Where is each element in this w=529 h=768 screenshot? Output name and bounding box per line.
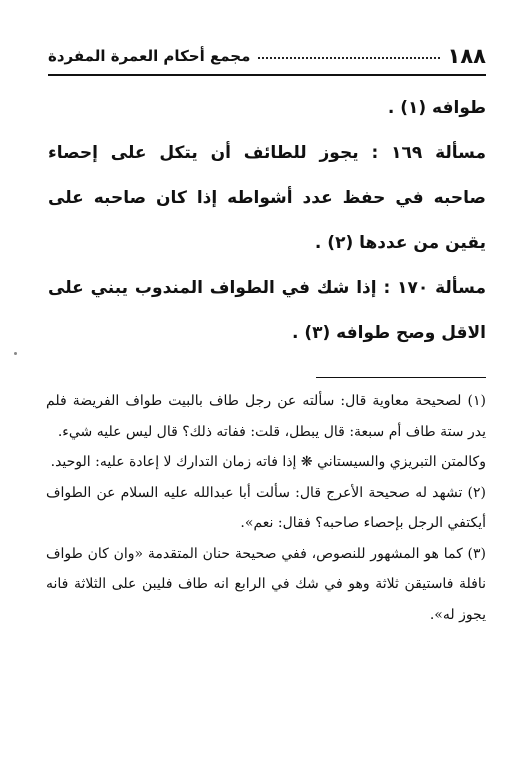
footnote-1-note: وكالمتن التبريزي والسيستاني ❋ إذا فاته زمان التدارك لا إعادة عليه: الوحيد. (50, 454, 486, 470)
footnote-2: (٢) تشهد له صحيحة الأعرج قال: سألت أبا عبدالله عليه السلام عن الطواف أيكتفي الرجل بإحصاء صاحبه؟ فقال: نعم». (46, 484, 486, 531)
margin-speck (14, 352, 17, 355)
footnote-separator (316, 377, 486, 378)
footnotes (46, 386, 486, 630)
header-rule (48, 74, 486, 76)
footnote-3: (٣) كما هو المشهور للنصوص، ففي صحيحة حنان المتقدمة «وان كان طواف نافلة فاستيقن ثلاثة وهو في شك في الرابع انه طاف فليبن على الثلاثة فانه يجوز له». (46, 545, 486, 623)
main-line-1: طوافه (١) . (387, 98, 486, 118)
page-number: ١٨٨ (447, 44, 486, 68)
main-text (48, 86, 486, 356)
running-header (48, 42, 486, 70)
footnote-1: (١) لصحيحة معاوية قال: سألته عن رجل طاف بالبيت طواف الفريضة فلم يدر ستة طاف أم سبعة: قال يبطل، قلت: ففاته ذلك؟ قال ليس عليه شيء. (46, 393, 486, 440)
issue-169: مسألة ١٦٩ : يجوز للطائف أن يتكل على إحصاء صاحبه في حفظ عدد أشواطه إذا كان صاحبه على يقين من عددها (٢) . (48, 143, 487, 253)
header-dot-leader (258, 53, 439, 59)
issue-170: مسألة ١٧٠ : إذا شك في الطواف المندوب يبني على الاقل وصح طوافه (٣) . (48, 278, 486, 343)
running-title: مجمع أحكام العمرة المفردة (48, 47, 251, 65)
